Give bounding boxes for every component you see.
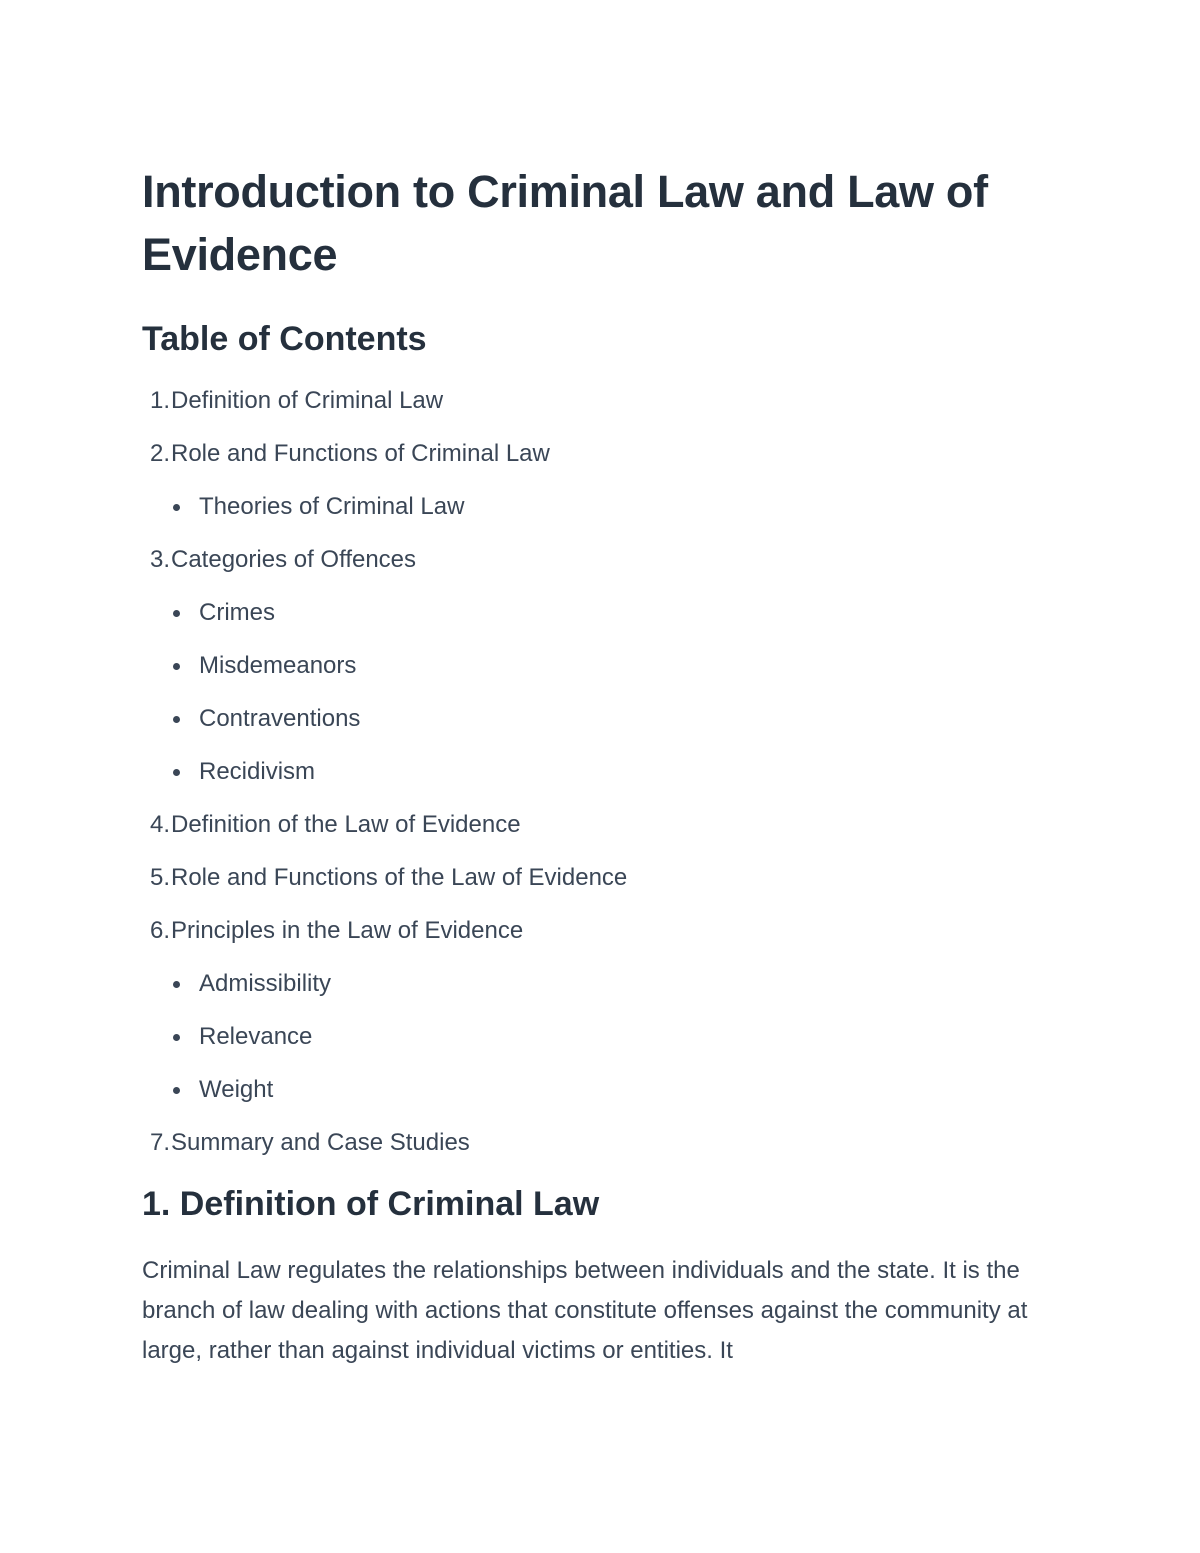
document-title: Introduction to Criminal Law and Law of Evidence — [142, 166, 988, 280]
table-of-contents — [142, 386, 1072, 1158]
toc-subitem-misdemeanors[interactable] — [142, 651, 1072, 681]
bullet-icon — [173, 1034, 180, 1041]
bullet-icon — [173, 981, 180, 988]
toc-item-label: Summary and Case Studies — [171, 1129, 470, 1156]
toc-subitem-label: Admissibility — [199, 970, 332, 997]
toc-item-1[interactable] — [142, 386, 1072, 416]
toc-subitem-label: Crimes — [199, 599, 275, 626]
toc-item-number: 3. — [149, 546, 170, 573]
toc-item-7[interactable] — [142, 1128, 1072, 1158]
bullet-icon — [173, 504, 180, 511]
toc-subitem-label: Misdemeanors — [199, 652, 357, 679]
toc-subitem-crimes[interactable] — [142, 598, 1072, 628]
toc-item-number: 4. — [149, 811, 170, 838]
toc-item-2[interactable] — [142, 439, 1072, 469]
toc-subitem-theories[interactable] — [142, 492, 1072, 522]
toc-subitem-relevance[interactable] — [142, 1022, 1072, 1052]
bullet-icon — [173, 610, 180, 617]
toc-heading: Table of Contents — [142, 320, 427, 358]
toc-subitem-admissibility[interactable] — [142, 969, 1072, 999]
toc-item-number: 6. — [149, 917, 170, 944]
section-paragraph: Criminal Law regulates the relationships between individuals and the state. It is the branch of law dealing with actions that constitute offenses against the community at large, rather than against individual victims or entities. It — [142, 1257, 1028, 1364]
toc-subitem-contraventions[interactable] — [142, 704, 1072, 734]
toc-item-label: Categories of Offences — [171, 546, 417, 573]
toc-item-4[interactable] — [142, 810, 1072, 840]
bullet-icon — [173, 663, 180, 670]
toc-item-label: Role and Functions of the Law of Evidence — [171, 864, 628, 891]
toc-item-3[interactable] — [142, 545, 1072, 575]
toc-subitem-recidivism[interactable] — [142, 757, 1072, 787]
toc-subitem-label: Theories of Criminal Law — [199, 493, 465, 520]
toc-item-label: Role and Functions of Criminal Law — [171, 440, 550, 467]
toc-subitem-label: Weight — [199, 1076, 274, 1103]
toc-item-5[interactable] — [142, 863, 1072, 893]
section-heading-definition: 1. Definition of Criminal Law — [142, 1185, 600, 1223]
toc-subitem-label: Relevance — [199, 1023, 313, 1050]
bullet-icon — [173, 716, 180, 723]
toc-subitem-weight[interactable] — [142, 1075, 1072, 1105]
toc-item-number: 7. — [149, 1129, 170, 1156]
toc-item-label: Definition of the Law of Evidence — [171, 811, 521, 838]
document-page — [142, 160, 1072, 1371]
toc-item-number: 2. — [149, 440, 170, 467]
toc-subitem-label: Contraventions — [199, 705, 361, 732]
bullet-icon — [173, 769, 180, 776]
toc-item-label: Principles in the Law of Evidence — [171, 917, 524, 944]
toc-item-number: 5. — [149, 864, 170, 891]
bullet-icon — [173, 1087, 180, 1094]
toc-subitem-label: Recidivism — [199, 758, 316, 785]
toc-item-6[interactable] — [142, 916, 1072, 946]
toc-item-label: Definition of Criminal Law — [171, 387, 444, 414]
toc-item-number: 1. — [149, 387, 170, 414]
